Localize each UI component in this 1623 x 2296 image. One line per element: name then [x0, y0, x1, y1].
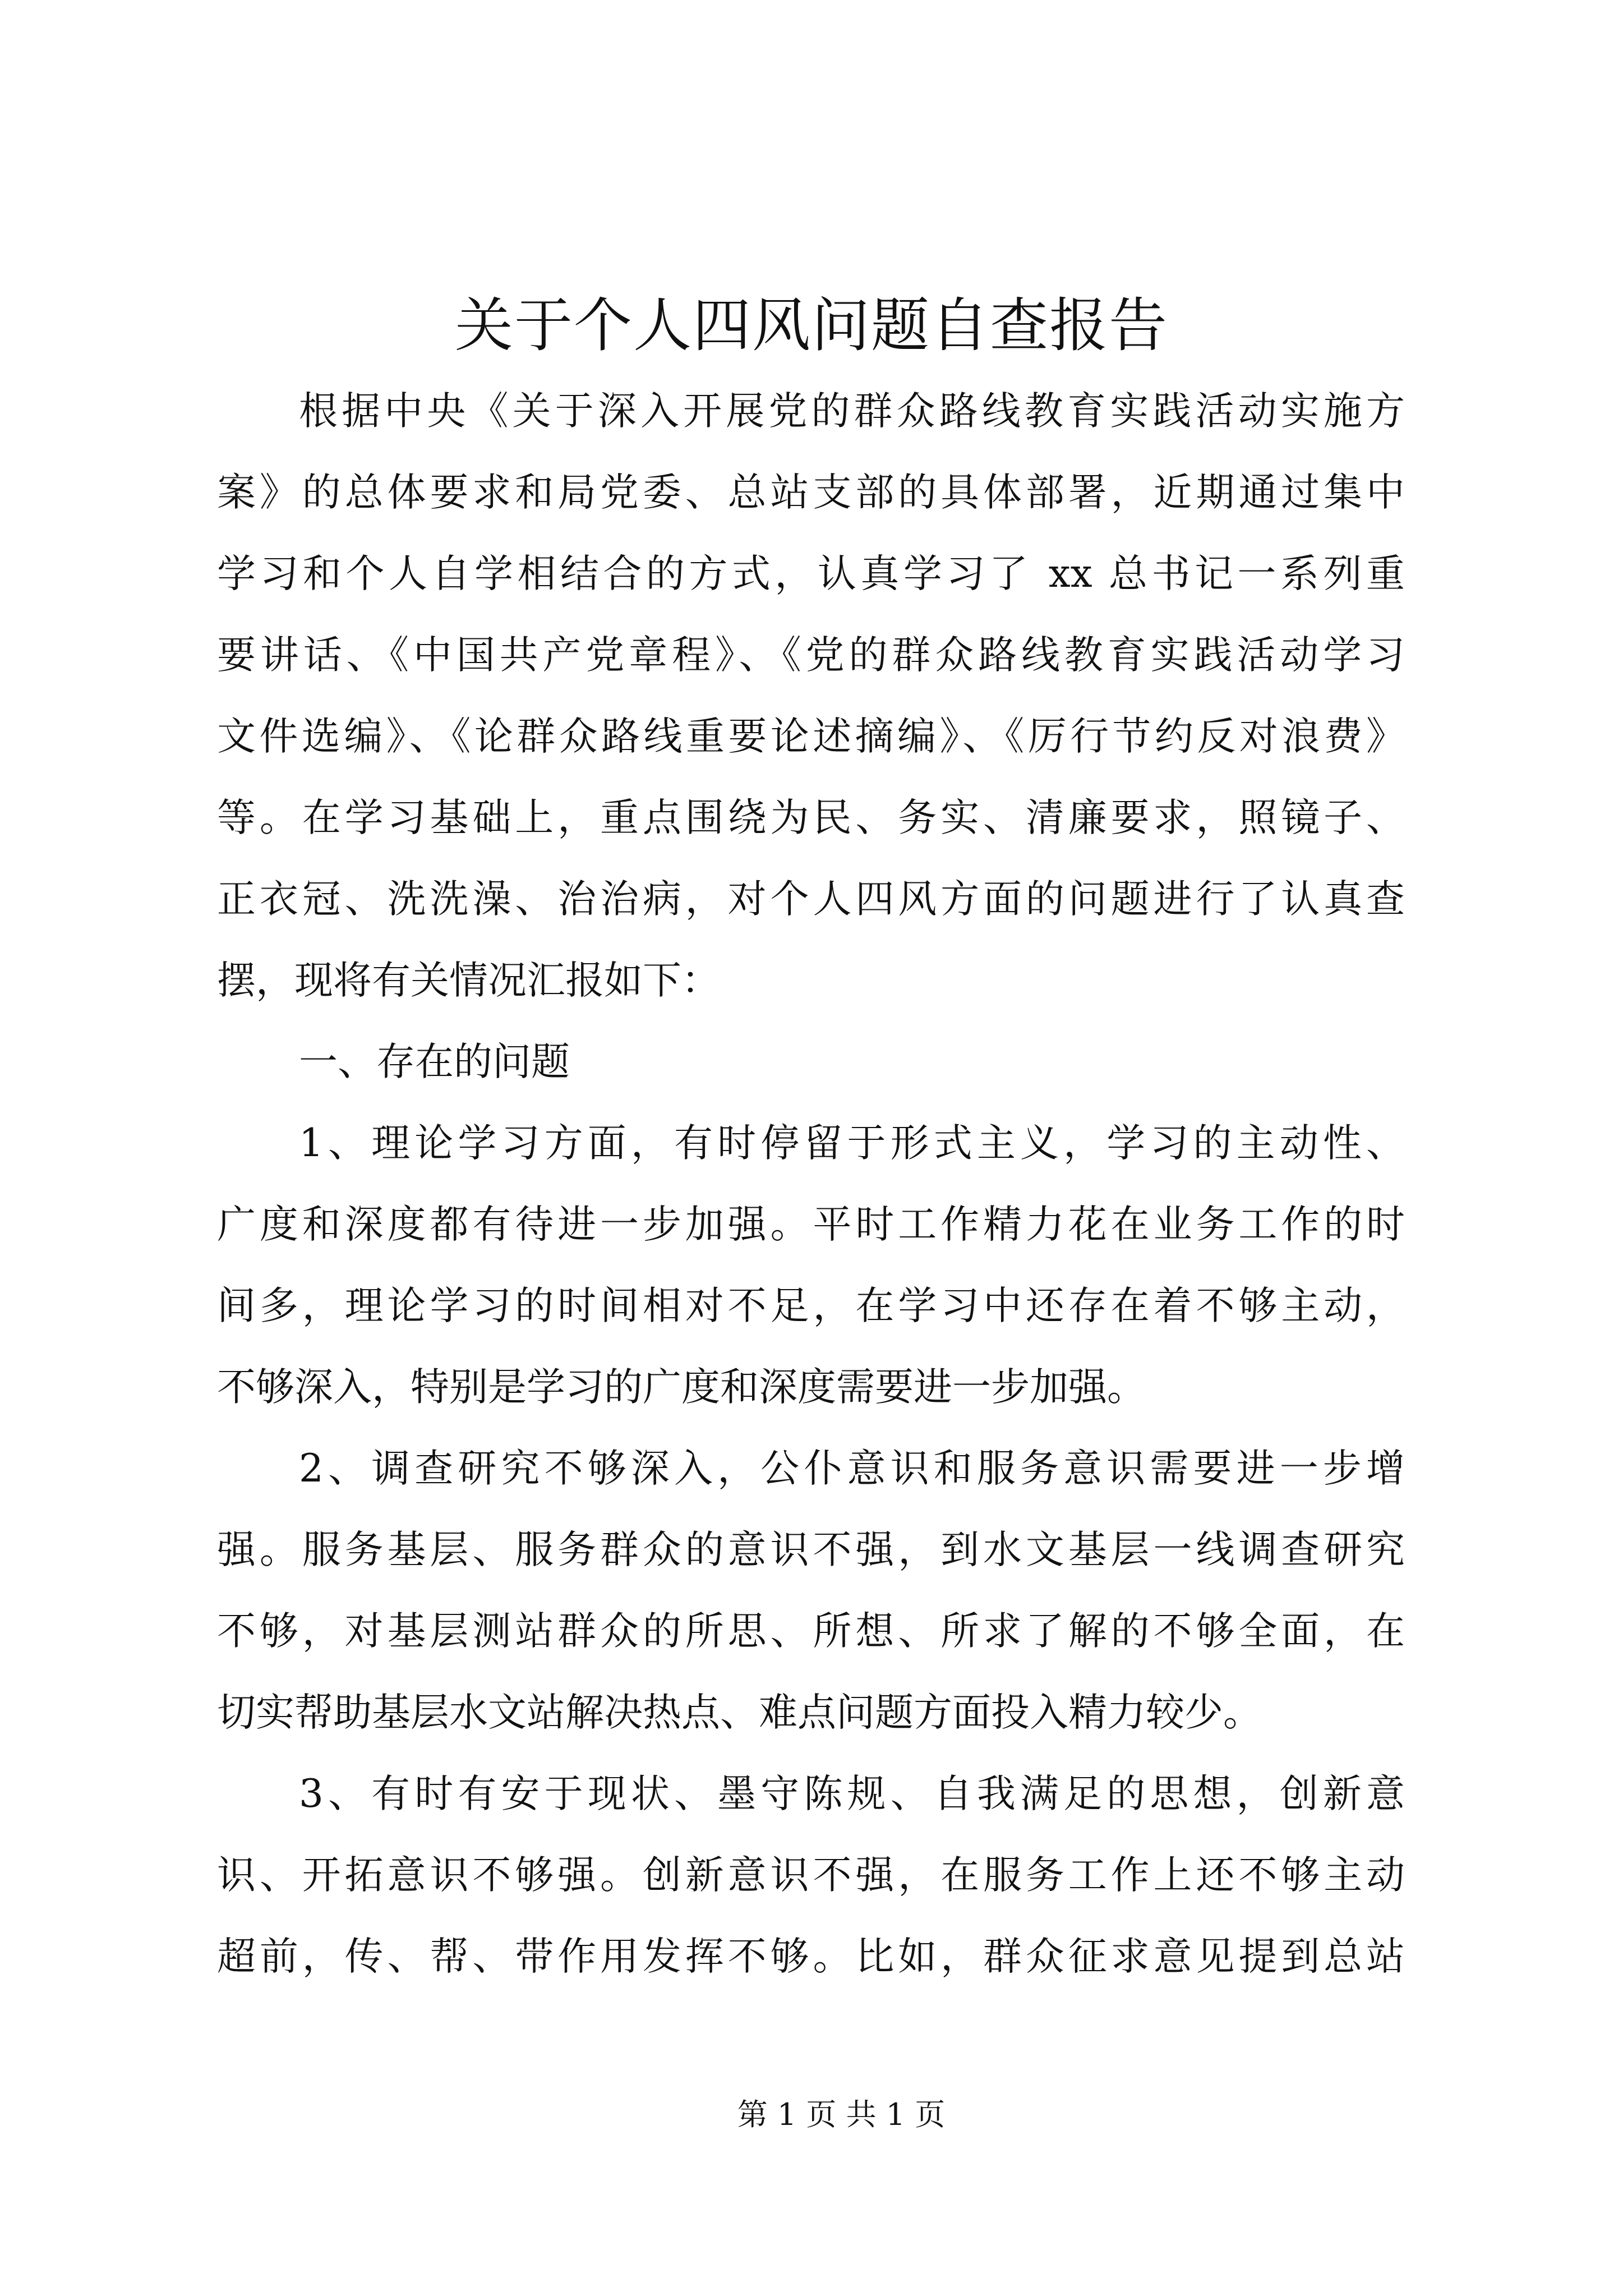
document-body — [217, 371, 1405, 1998]
paragraph-3-line-4: 切实帮助基层水文站解决热点、难点问题方面投入精力较少。 — [217, 1690, 1262, 1735]
paragraph-1-line-1: 根据中央《关于深入开展党的群众路线教育实践活动实施方 — [299, 389, 1405, 434]
paragraph-2-line-2: 广度和深度都有待进一步加强。平时工作精力花在业务工作的时 — [217, 1202, 1405, 1247]
paragraph-1-line-2: 案》的总体要求和局党委、总站支部的具体部署，近期通过集中 — [217, 470, 1405, 515]
paragraph-3-line-1: 2、调查研究不够深入，公仆意识和服务意识需要进一步增 — [299, 1446, 1405, 1491]
paragraph-1-line-3: 学习和个人自学相结合的方式，认真学习了 xx 总书记一系列重 — [217, 551, 1405, 596]
paragraph-2-line-3: 间多，理论学习的时间相对不足，在学习中还存在着不够主动， — [217, 1283, 1405, 1328]
page-footer: 第 1 页 共 1 页 — [737, 2097, 946, 2132]
paragraph-3-line-3: 不够，对基层测站群众的所思、所想、所求了解的不够全面，在 — [217, 1609, 1405, 1654]
paragraph-4-line-2: 识、开拓意识不够强。创新意识不强，在服务工作上还不够主动 — [217, 1853, 1405, 1898]
paragraph-2-line-1: 1、理论学习方面，有时停留于形式主义，学习的主动性、 — [299, 1121, 1405, 1166]
paragraph-1-line-6: 等。在学习基础上，重点围绕为民、务实、清廉要求，照镜子、 — [217, 795, 1405, 840]
document-title: 关于个人四风问题自查报告 — [454, 291, 1168, 360]
paragraph-4-line-1: 3、有时有安于现状、墨守陈规、自我满足的思想，创新意 — [299, 1772, 1405, 1816]
paragraph-1-line-5: 文件选编》、《论群众路线重要论述摘编》、《厉行节约反对浪费》 — [217, 714, 1405, 759]
paragraph-1-line-4: 要讲话、《中国共产党章程》、《党的群众路线教育实践活动学习 — [217, 633, 1405, 678]
paragraph-3-line-2: 强。服务基层、服务群众的意识不强，到水文基层一线调查研究 — [217, 1527, 1405, 1572]
paragraph-4-line-3: 超前，传、帮、带作用发挥不够。比如，群众征求意见提到总站 — [217, 1934, 1405, 1979]
paragraph-2-line-4: 不够深入，特别是学习的广度和深度需要进一步加强。 — [217, 1365, 1146, 1410]
paragraph-1-line-8: 摆，现将有关情况汇报如下： — [217, 958, 720, 1003]
section-heading: 一、存在的问题 — [299, 1039, 570, 1084]
paragraph-1-line-7: 正衣冠、洗洗澡、治治病，对个人四风方面的问题进行了认真查 — [217, 877, 1405, 922]
